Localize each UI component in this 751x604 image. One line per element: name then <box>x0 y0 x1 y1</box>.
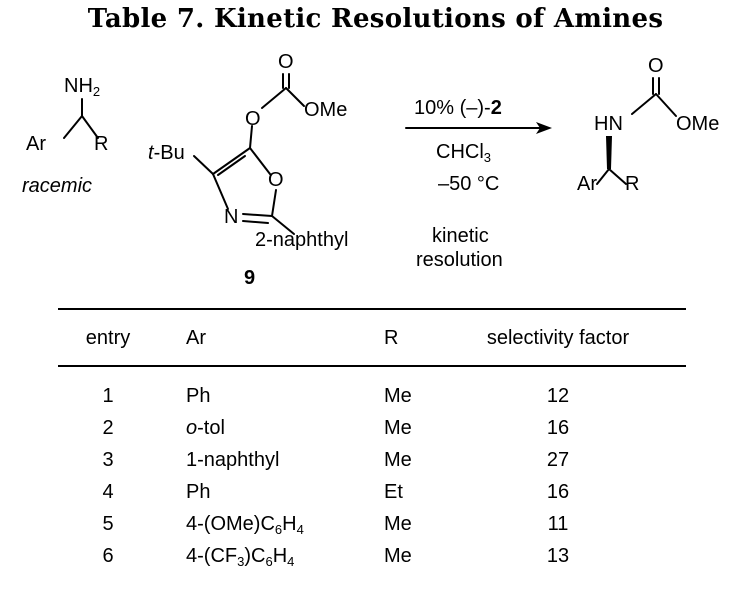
amine-nh2-label: $NH_2$ <box>64 75 101 99</box>
ring-c5-c4-double <box>218 156 245 175</box>
cell-ar: $4-(OMe)C_6H_4$ <box>186 513 304 537</box>
reagent-carbonyl-o: O <box>278 51 294 73</box>
product-r-label: R <box>625 173 640 195</box>
product-ome-label: OMe <box>676 113 720 135</box>
header-entry: entry <box>85 327 131 349</box>
table-top-rule <box>58 308 686 310</box>
cell-r: Me <box>384 513 412 535</box>
table-row <box>58 414 686 442</box>
cell-entry: 2 <box>102 417 114 439</box>
table-header-row <box>58 324 686 352</box>
cell-selectivity: 16 <box>546 417 570 439</box>
table-row <box>58 478 686 506</box>
product-c-ar <box>597 169 609 184</box>
header-ar: Ar <box>186 327 206 349</box>
ring-c4-n <box>213 174 228 209</box>
racemic-label: racemic <box>22 175 93 197</box>
carbonate-o-bond <box>262 88 286 108</box>
reagent-number: 9 <box>244 267 256 289</box>
ring-n-c2-double <box>243 221 268 223</box>
product-carbonyl-o: O <box>648 55 664 77</box>
cell-ar: 1-naphthyl <box>186 449 280 471</box>
ring-n-c2 <box>243 214 272 216</box>
cell-selectivity: 11 <box>547 513 569 535</box>
header-selectivity: selectivity factor <box>486 327 630 349</box>
table-row <box>58 446 686 474</box>
amine-ar-label: Ar <box>26 133 46 155</box>
cell-ar: $4-(CF_3)C_6H_4$ <box>186 545 295 569</box>
cell-entry: 5 <box>102 513 114 535</box>
table-row <box>58 382 686 410</box>
reagent-ring-n: N <box>224 206 239 228</box>
ring-o-c5 <box>250 148 270 174</box>
reagent-link-o: O <box>245 108 261 130</box>
cell-selectivity: 16 <box>546 481 570 503</box>
cell-ar: Ph <box>186 385 211 407</box>
condition-label-kinetic: kinetic <box>432 225 489 247</box>
product-c-ome <box>656 94 676 116</box>
product-ar-label: Ar <box>577 173 597 195</box>
product-c-r <box>609 169 626 184</box>
condition-catalyst: 10% (–)-2 <box>414 97 502 119</box>
cell-selectivity: 13 <box>546 545 570 567</box>
cell-ar: o-tol <box>186 417 225 439</box>
amine-bond-car <box>64 116 82 138</box>
amine-r-label: R <box>94 133 109 155</box>
cell-entry: 3 <box>102 449 114 471</box>
cell-r: Me <box>384 417 412 439</box>
cell-entry: 1 <box>102 385 114 407</box>
reagent-tbu-label: t-Bu <box>148 142 185 164</box>
cell-r: Me <box>384 545 412 567</box>
reagent-ring-o: O <box>268 169 284 191</box>
reaction-scheme <box>0 44 751 294</box>
cell-ar: Ph <box>186 481 211 503</box>
cell-entry: 4 <box>102 481 114 503</box>
ring-c5-c4 <box>213 148 250 174</box>
cell-r: Me <box>384 449 412 471</box>
cell-r: Me <box>384 385 412 407</box>
product-hn-label: HN <box>594 113 623 135</box>
header-r: R <box>384 327 399 349</box>
product-n-c <box>632 94 656 114</box>
reagent-ome-label: OMe <box>304 99 348 121</box>
table-title: Table 7. Kinetic Resolutions of Amines <box>87 4 664 34</box>
cell-selectivity: 12 <box>546 385 570 407</box>
carbonate-ome-bond <box>286 88 304 106</box>
product-wedge-bond <box>606 136 612 169</box>
ring-c2-o <box>272 190 276 216</box>
condition-temperature: –50 °C <box>438 173 500 195</box>
cell-entry: 6 <box>102 545 114 567</box>
scheme-bonds <box>0 44 751 294</box>
condition-label-resolution: resolution <box>416 249 503 271</box>
table-row <box>58 542 686 570</box>
table-row <box>58 510 686 538</box>
cell-r: Et <box>384 481 403 503</box>
reagent-naphthyl-label: 2-naphthyl <box>255 229 349 251</box>
table-header-rule <box>58 365 686 367</box>
cell-selectivity: 27 <box>546 449 570 471</box>
condition-solvent: CHCl$_3$ <box>436 141 492 165</box>
tbu-bond <box>194 156 213 174</box>
